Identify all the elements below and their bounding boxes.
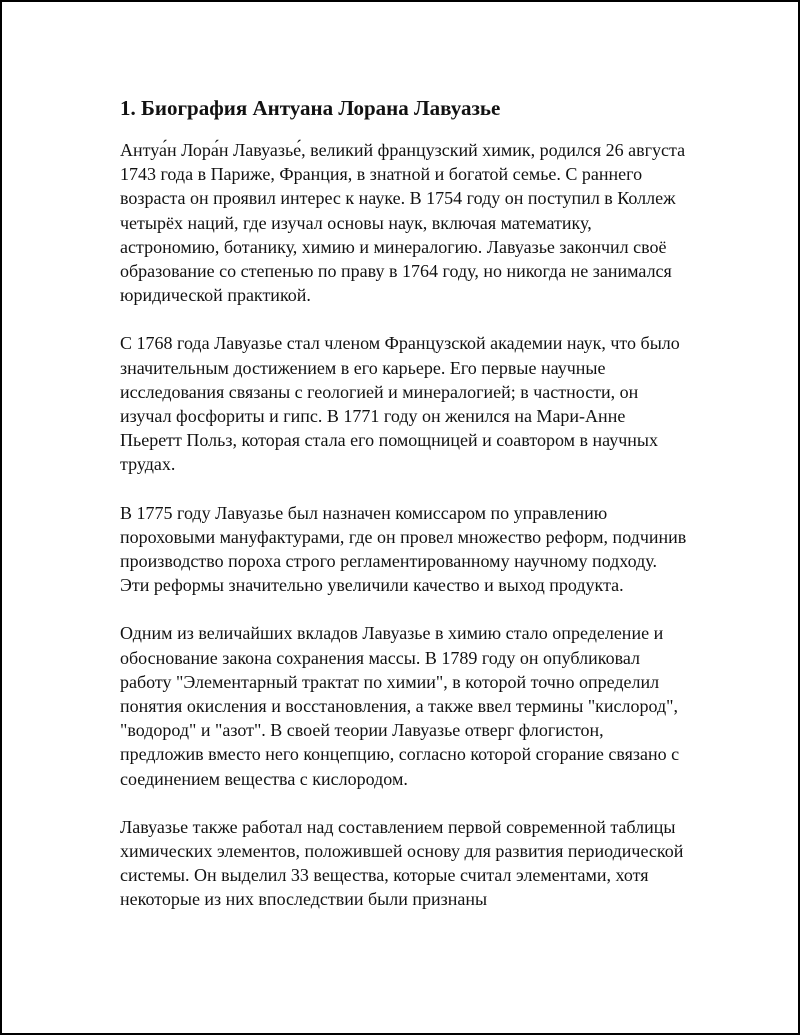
paragraph-conservation-of-mass: Одним из величайших вкладов Лавуазье в химию стало определение и обоснование закона сохранения массы. В 1789 году он опубликовал работу "Элементарный трактат по химии", в которой точно определил понятия окисления и восстановления, а также ввел термины "кислород", "водород" и "азот". В своей теории Лавуазье отверг флогистон, предложив вместо него концепцию, согласно которой сгорание связано с соединением вещества с кислородом. xyxy=(120,623,680,789)
paragraph-academy: С 1768 года Лавуазье стал членом Французской академии наук, что было значительным достижением в его карьере. Его первые научные исследования связаны с геологией и минералогией; в частности, он изучал фосфориты и гипс. В 1771 году он женился на Мари-Анне Пьеретт Польз, которая стала его помощницей и соавтором в научных трудах. xyxy=(120,333,680,475)
paragraph-early-life: Антуа́н Лора́н Лавуазье́, великий французский химик, родился 26 августа 1743 года в Париже, Франция, в знатной и богатой семье. С раннего возраста он проявил интерес к науке. В 1754 году он поступил в Коллеж четырёх наций, где изучал основы наук, включая математику, астрономию, ботанику, химию и минералогию. Лавуазье закончил своё образование со степенью по праву в 1764 году, но никогда не занимался юридической практикой. xyxy=(120,140,686,306)
paragraph-gunpowder: В 1775 году Лавуазье был назначен комиссаром по управлению пороховыми мануфактурами, где он провел множество реформ, подчинив производство пороха строго регламентированному научному подходу. Эти реформы значительно увеличили качество и выход продукта. xyxy=(120,502,687,596)
section-heading: 1. Биография Антуана Лорана Лавуазье xyxy=(120,96,501,120)
paragraph-elements-table: Лавуазье также работал над составлением первой современной таблицы химических элементов, положившей основу для развития периодической системы. Он выделил 33 вещества, которые считал элементами, хотя некоторые из них впоследствии были признаны xyxy=(120,816,684,910)
